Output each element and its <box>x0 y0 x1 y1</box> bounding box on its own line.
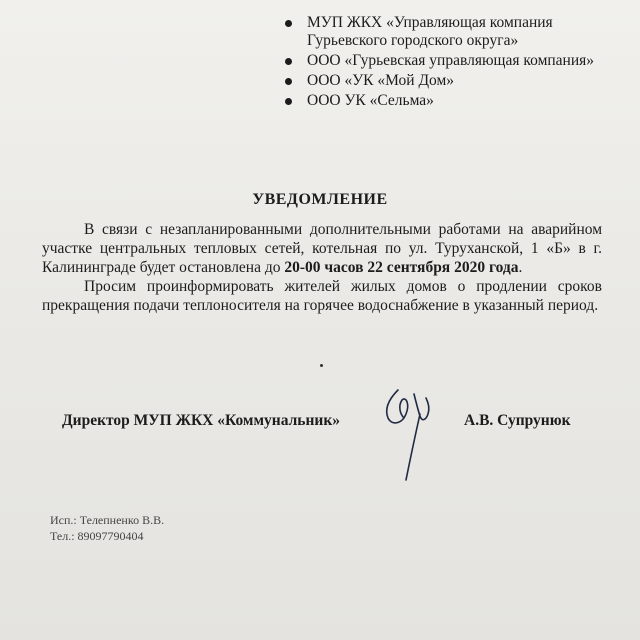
signatory-name: А.В. Супрунюк <box>464 412 571 429</box>
ink-dot <box>320 364 323 367</box>
executor-phone: Тел.: 89097790404 <box>50 529 144 543</box>
deadline-text: 20-00 часов 22 сентября 2020 года <box>284 259 519 276</box>
executor-info <box>50 512 164 544</box>
recipient-item: ООО «Гурьевская управляющая компания» <box>283 52 623 70</box>
paragraph-2: Просим проинформировать жителей жилых домов о продлении сроков прекращения подачи теплоносителя на горячее водоснабжение в указанный период. <box>42 278 602 314</box>
executor-name: Исп.: Телепненко В.В. <box>50 513 165 527</box>
recipient-item: ООО «УК «Мой Дом» <box>283 72 623 90</box>
document-title: УВЕДОМЛЕНИЕ <box>252 191 388 208</box>
document-body <box>42 220 602 315</box>
paragraph-1-text: В связи с незапланированными дополнительными работами на аварийном участке центральных тепловых сетей, котельная по ул. Туруханской, 1 «Б» в г. Калининграде будет остановлена до <box>42 221 602 276</box>
recipient-item: МУП ЖКХ «Управляющая компания Гурьевского городского округа» <box>283 14 623 50</box>
paragraph-1 <box>42 220 602 277</box>
paragraph-1-end: . <box>518 259 523 276</box>
recipient-list <box>283 14 623 112</box>
handwritten-signature <box>370 384 440 484</box>
signatory-position: Директор МУП ЖКХ «Коммунальник» <box>62 412 341 429</box>
recipient-item: ООО УК «Сельма» <box>283 92 623 110</box>
